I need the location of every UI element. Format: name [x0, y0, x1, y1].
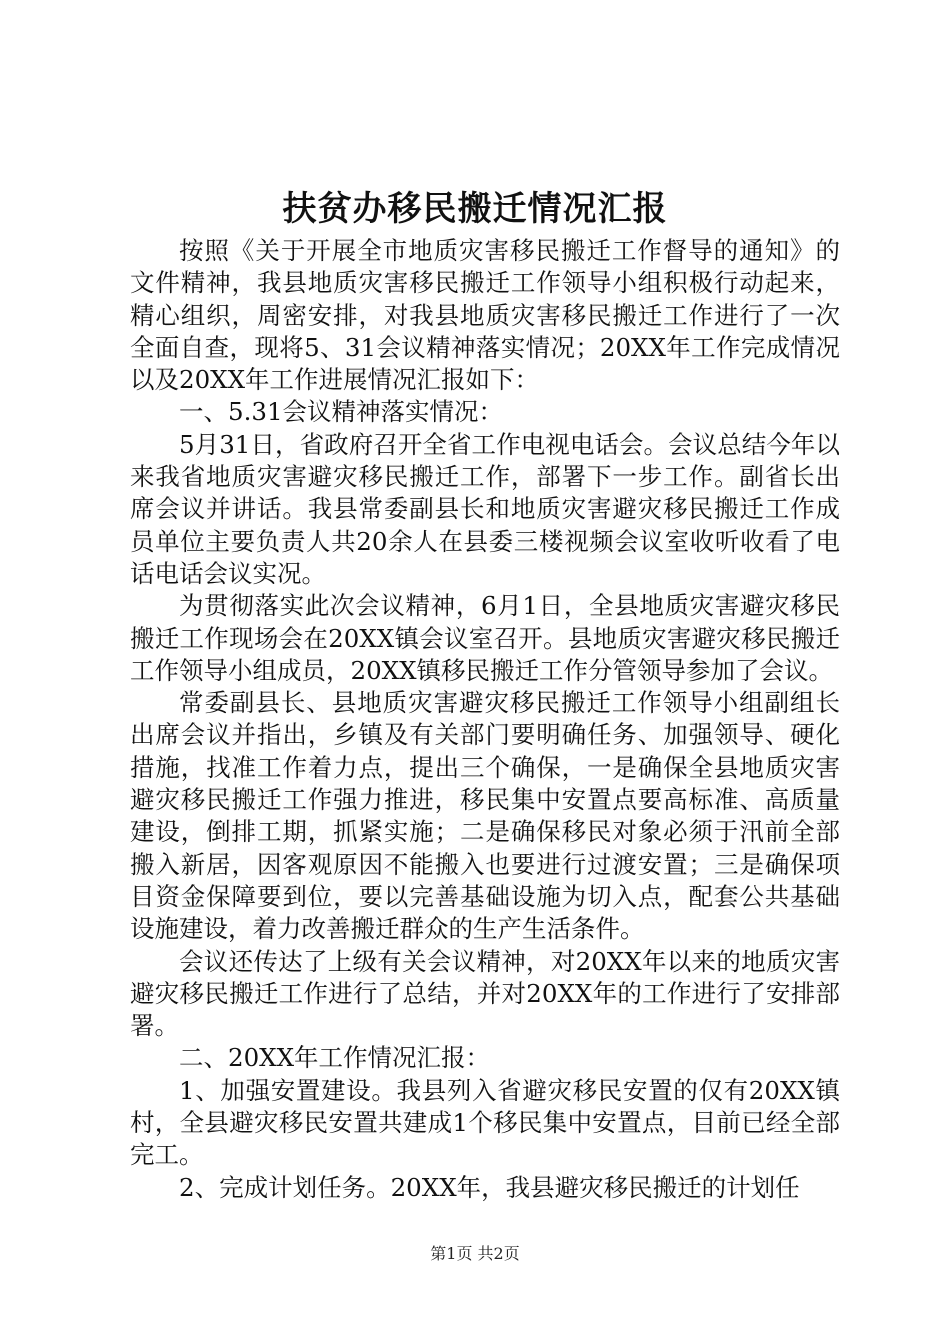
paragraph: 为贯彻落实此次会议精神，6月1日，全县地质灾害避灾移民搬迁工作现场会在20XX镇会议室召开。县地质灾害避灾移民搬迁工作领导小组成员，20XX镇移民搬迁工作分管领导参加了会议。 — [130, 591, 840, 685]
paragraph: 会议还传达了上级有关会议精神，对20XX年以来的地质灾害避灾移民搬迁工作进行了总结，并对20XX年的工作进行了安排部署。 — [130, 946, 840, 1041]
section-heading: 二、20XX年工作情况汇报： — [179, 1043, 491, 1073]
section-heading: 一、5.31会议精神落实情况： — [179, 397, 504, 427]
document-body — [130, 235, 840, 1204]
paragraph: 按照《关于开展全市地质灾害移民搬迁工作督导的通知》的文件精神，我县地质灾害移民搬迁工作领导小组积极行动起来，精心组织，周密安排，对我县地质灾害移民搬迁工作进行了一次全面自查，现将5、31会议精神落实情况；20XX年工作完成情况以及20XX年工作进展情况汇报如下： — [130, 236, 840, 395]
document-title: 扶贫办移民搬迁情况汇报 — [282, 189, 668, 229]
paragraph: 2、完成计划任务。20XX年，我县避灾移民搬迁的计划任 — [179, 1172, 800, 1202]
paragraph: 1、加强安置建设。我县列入省避灾移民安置的仅有20XX镇村，全县避灾移民安置共建成1个移民集中安置点，目前已经全部完工。 — [130, 1075, 840, 1170]
paragraph: 常委副县长、县地质灾害避灾移民搬迁工作领导小组副组长出席会议并指出，乡镇及有关部门要明确任务、加强领导、硬化措施，找准工作着力点，提出三个确保，一是确保全县地质灾害避灾移民搬迁工作强力推进，移民集中安置点要高标准、高质量建设，倒排工期，抓紧实施；二是确保移民对象必须于汛前全部搬入新居，因客观原因不能搬入也要进行过渡安置；三是确保项目资金保障要到位，要以完善基础设施为切入点，配套公共基础设施建设，着力改善搬迁群众的生产生活条件。 — [130, 688, 840, 944]
page-footer: 第1页 共2页 — [430, 1244, 520, 1263]
paragraph: 5月31日，省政府召开全省工作电视电话会。会议总结今年以来我省地质灾害避灾移民搬迁工作，部署下一步工作。副省长出席会议并讲话。我县常委副县长和地质灾害避灾移民搬迁工作成员单位主要负责人共20余人在县委三楼视频会议室收听收看了电话电话会议实况。 — [130, 429, 840, 588]
